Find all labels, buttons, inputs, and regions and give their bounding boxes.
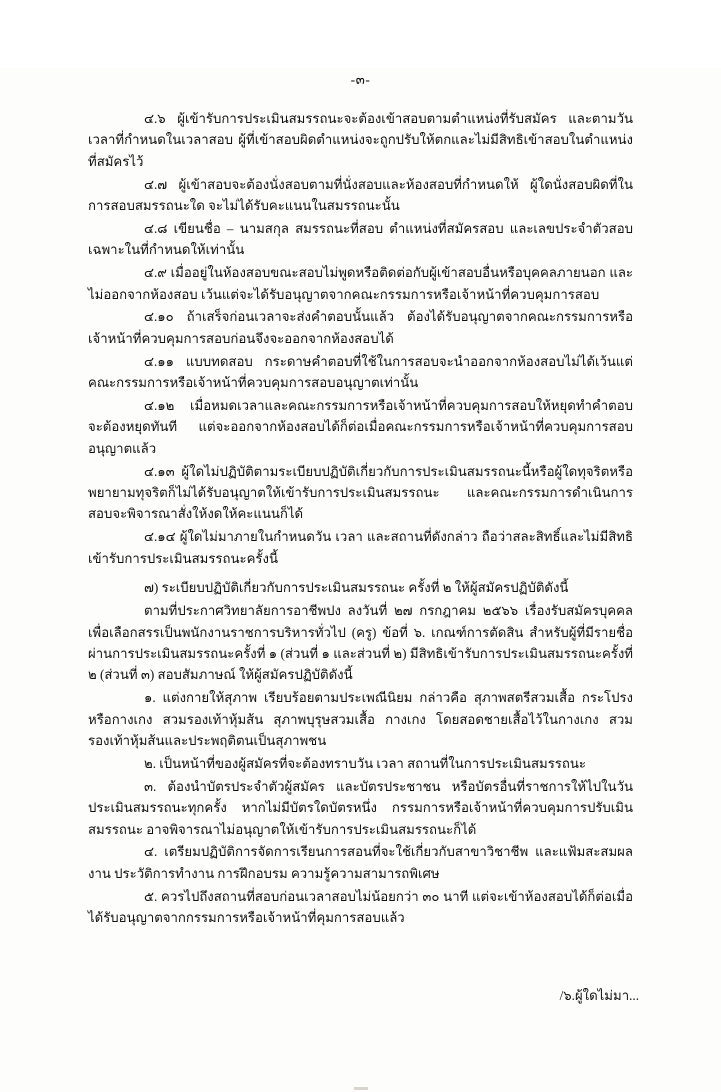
paragraph [88, 306, 633, 349]
paragraph [88, 174, 633, 217]
paragraph [88, 218, 633, 261]
paragraph [88, 395, 633, 459]
page-number: -๓- [350, 72, 371, 87]
paragraph-text: ๔.๙ เมื่ออยู่ในห้องสอบขณะสอบไม่พูดหรือติดต่อกับผู้เข้าสอบอื่นหรือบุคคลภายนอก และไม่ออกจากห้องสอบ เว้นแต่จะได้รับอนุญาตจากคณะกรรมการหรือเจ้าหน้าที่ควบคุมการสอบ [88, 265, 633, 302]
paragraph-text: ๒. เป็นหน้าที่ของผู้สมัครที่จะต้องทราบวัน เวลา สถานที่ในการประเมินสมรรถนะ [144, 755, 586, 771]
paragraph-text: ๓. ต้องนำบัตรประจำตัวผู้สมัคร และบัตรประชาชน หรือบัตรอื่นที่ราชการให้ไปในวันประเมินสมรรถนะทุกครั้ง หากไม่มีบัตรใดบัตรหนึ่ง กรรมการหรือเจ้าหน้าที่ควบคุมการปรับเมินสมรรถนะ อาจพิจารณาไม่อนุญาตให้เข้ารับการประเมินสมรรถนะก็ได้ [88, 778, 633, 837]
paragraph-text: ๑. แต่งกายให้สุภาพ เรียบร้อยตามประเพณีนิยม กล่าวคือ สุภาพสตรีสวมเสื้อ กระโปรง หรือกางเกง สวมรองเท้าหุ้มส้น สุภาพบุรุษสวมเสื้อ กางเกง โดยสอดชายเสื้อไว้ในกางเกง สวมรองเท้าหุ้มส้นและประพฤติตนเป็นสุภาพชน [88, 690, 633, 748]
paragraph [88, 886, 633, 929]
paragraph-text: ๔.๑๔ ผู้ใดไม่มาภายในกำหนดวัน เวลา และสถานที่ดังกล่าว ถือว่าสละสิทธิ์และไม่มีสิทธิเข้ารับการประเมินสมรรถนะครั้งนี้ [88, 529, 633, 566]
paragraph-text: ๗) ระเบียบปฏิบัติเกี่ยวกับการประเมินสมรรถนะ ครั้งที่ ๒ ให้ผู้สมัครปฏิบัติดังนี้ [144, 580, 569, 596]
paragraph-text: ๕. ควรไปถึงสถานที่สอบก่อนเวลาสอบไม่น้อยกว่า ๓๐ นาที แต่จะเข้าห้องสอบได้ก็ต่อเมื่อได้รับอนุญาตจากกรรมการหรือเจ้าหน้าที่คุมการสอบแล้ว [88, 888, 633, 925]
paragraph [88, 577, 633, 598]
paragraph [88, 262, 633, 305]
paragraph-text: ๔.๑๒ เมื่อหมดเวลาและคณะกรรมการหรือเจ้าหน้าที่ควบคุมการสอบให้หยุดทำคำตอบจะต้องหยุดทันที แต่จะออกจากห้องสอบได้ก็ต่อเมื่อคณะกรรมการหรือเจ้าหน้าที่ควบคุมการสอบอนุญาตแล้ว [88, 397, 633, 456]
paragraph [88, 687, 633, 751]
paragraph [88, 753, 633, 774]
document-page [0, 68, 721, 1092]
page-edge-mark [354, 1087, 368, 1090]
paragraph-text: ๔.๑๑ แบบทดสอบ กระดาษคำตอบที่ใช้ในการสอบจะนำออกจากห้องสอบไม่ได้เว้นแต่คณะกรรมการหรือเจ้าหน้าที่ควบคุมการสอบอนุญาตเท่านั้น [88, 353, 633, 390]
paragraph [88, 108, 633, 172]
paragraph [88, 600, 633, 686]
paragraph-text: ๔. เตรียมปฏิบัติการจัดการเรียนการสอนที่จะใช้เกี่ยวกับสาขาวิชาชีพ และแฟ้มสะสมผลงาน ประวัติการทำงาน การฝึกอบรม ความรู้ความสามารถพิเศษ [88, 844, 633, 881]
paragraph [88, 461, 633, 525]
paragraph-text: ตามที่ประกาศวิทยาลัยการอาชีพปง ลงวันที่ ๒๗ กรกฎาคม ๒๕๖๖ เรื่องรับสมัครบุคคลเพื่อเลือกสรรเป็นพนักงานราชการบริหารทั่วไป (ครู) ข้อที่ ๖. เกณฑ์การตัดสิน สำหรับผู้ที่มีรายชื่อผ่านการประเมินสมรรถนะครั้งที่ ๑ (ส่วนที่ ๑ และส่วนที่ ๒) มีสิทธิเข้ารับการประเมินสมรรถนะครั้งที่ ๒ (ส่วนที่ ๓) สอบสัมภาษณ์ ให้ผู้สมัครปฏิบัติดังนี้ [88, 603, 633, 683]
paragraph [88, 776, 633, 840]
document-body [88, 108, 633, 928]
paragraph [88, 841, 633, 884]
paragraph [88, 351, 633, 394]
paragraph [88, 526, 633, 569]
paragraph-text: ๔.๘ เขียนชื่อ – นามสกุล สมรรถนะที่สอบ ตำแหน่งที่สมัครสอบ และเลขประจำตัวสอบเฉพาะในที่กำหนดให้เท่านั้น [88, 220, 633, 258]
paragraph-text: ๔.๑๐ ถ้าเสร็จก่อนเวลาจะส่งคำตอบนั้นแล้ว ต้องได้รับอนุญาตจากคณะกรรมการหรือเจ้าหน้าที่ควบคุมการสอบก่อนจึงจะออกจากห้องสอบได้ [88, 309, 633, 346]
footer-continuation-note: /๖.ผู้ใดไม่มา... [559, 988, 639, 1003]
section-spacer [88, 570, 633, 577]
paragraph-text: ๔.๑๓ ผู้ใดไม่ปฏิบัติตามระเบียบปฏิบัติเกี่ยวกับการประเมินสมรรถนะนี้หรือผู้ใดทุจริตหรือพยายามทุจริตก็ไม่ได้รับอนุญาตให้เข้ารับการประเมินสมรรถนะ และคณะกรรมการดำเนินการสอบจะพิจารณาสั่งให้งดให้คะแนนก็ได้ [88, 463, 633, 522]
paragraph-text: ๔.๗ ผู้เข้าสอบจะต้องนั่งสอบตามที่นั่งสอบและห้องสอบที่กำหนดให้ ผู้ใดนั่งสอบผิดที่ในการสอบสมรรถนะใด จะไม่ได้รับคะแนนในสมรรถนะนั้น [88, 176, 633, 213]
paragraph-text: ๔.๖ ผู้เข้ารับการประเมินสมรรถนะจะต้องเข้าสอบตามตำแหน่งที่รับสมัคร และตามวัน เวลาที่กำหนดในเวลาสอบ ผู้ที่เข้าสอบผิดตำแหน่งจะถูกปรับให้ตกและไม่มีสิทธิเข้าสอบในตำแหน่งที่สมัครไว้ [88, 111, 633, 169]
